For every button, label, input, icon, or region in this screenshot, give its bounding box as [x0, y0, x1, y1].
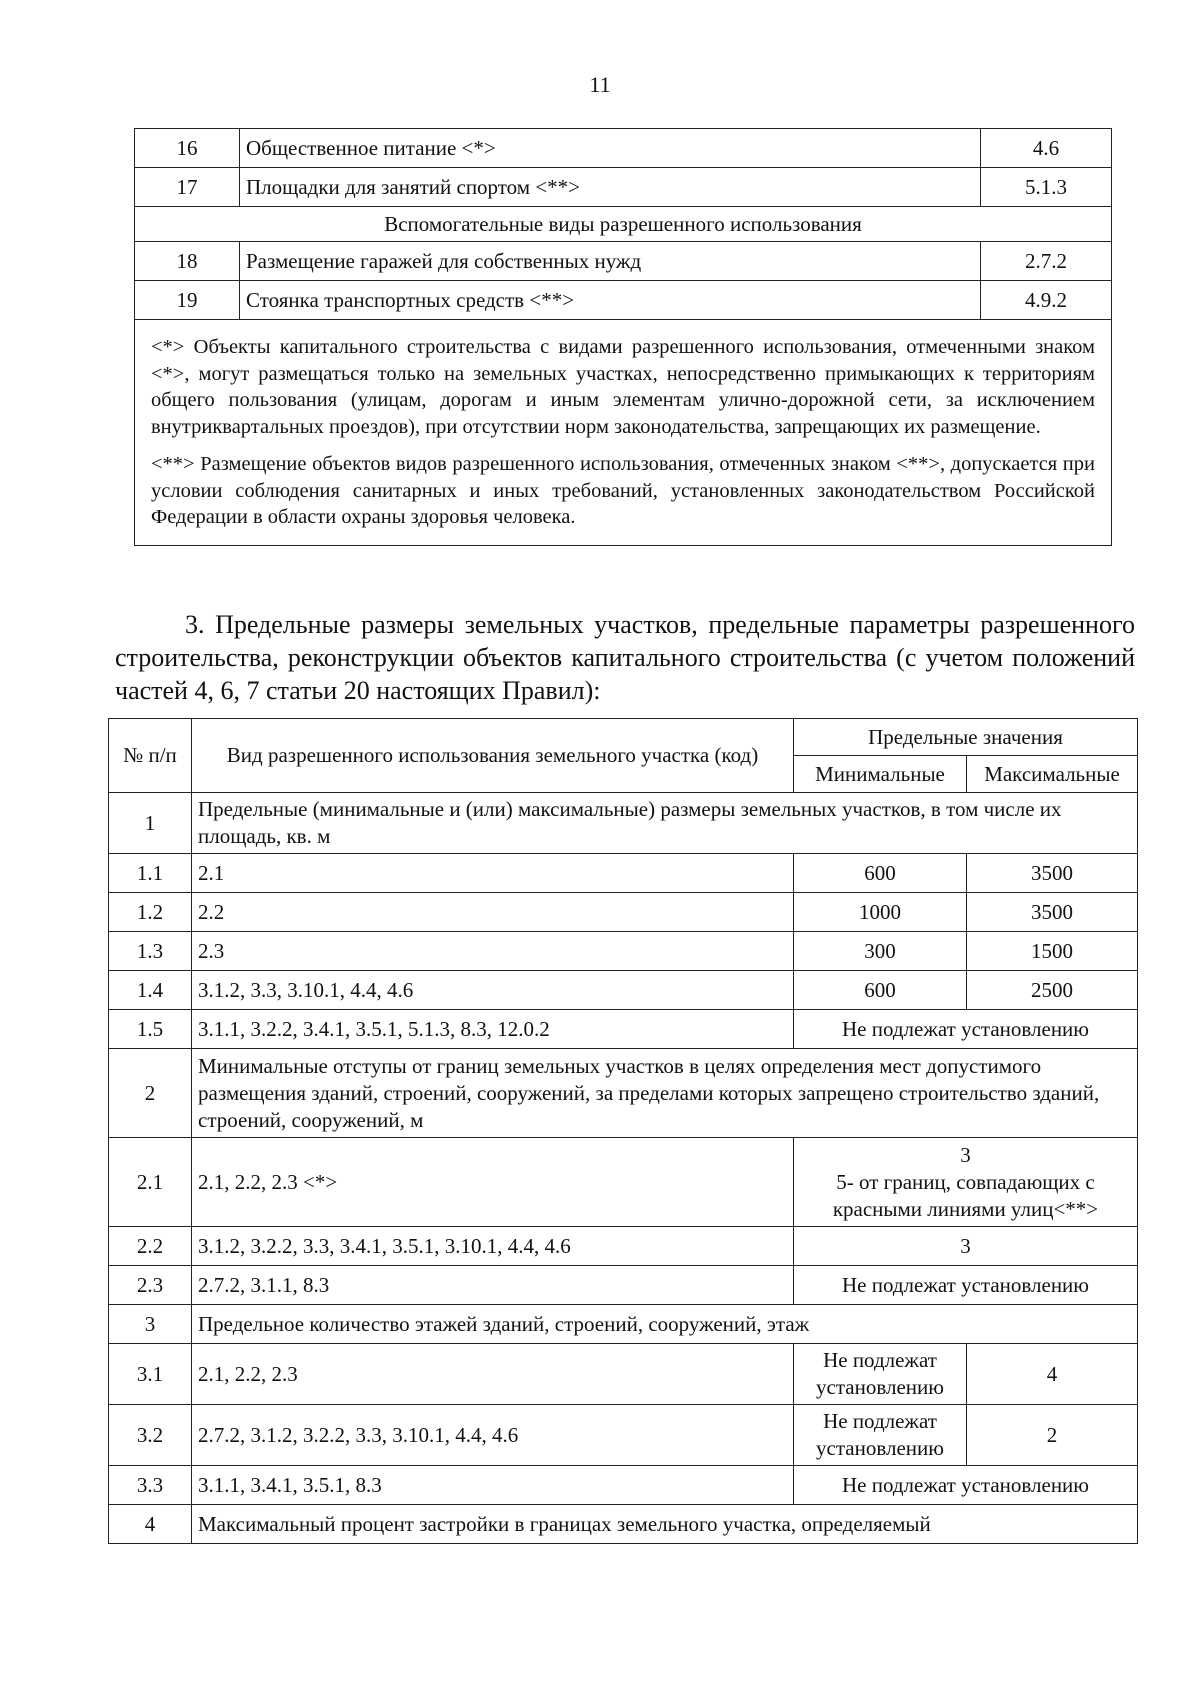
min-value: 1000: [794, 893, 967, 932]
use-code: 4.9.2: [981, 281, 1112, 320]
min-value: 600: [794, 971, 967, 1010]
row-number: 1.1: [109, 854, 192, 893]
use-codes: 3.1.2, 3.2.2, 3.3, 3.4.1, 3.5.1, 3.10.1, 4.4, 4.6: [192, 1227, 794, 1266]
max-value: 2500: [967, 971, 1138, 1010]
use-code: 5.1.3: [981, 168, 1112, 207]
use-codes: 2.3: [192, 932, 794, 971]
auxiliary-uses-subheader: Вспомогательные виды разрешенного использования: [135, 207, 1112, 242]
row-number: 2.2: [109, 1227, 192, 1266]
combined-value: Не подлежат установлению: [794, 1266, 1138, 1305]
max-value: 2: [967, 1405, 1138, 1466]
use-name: Размещение гаражей для собственных нужд: [240, 242, 981, 281]
limits-table: [108, 718, 1138, 1544]
table-row: [109, 1466, 1138, 1505]
value-line-1: 3: [960, 1142, 971, 1167]
row-number: 3.1: [109, 1344, 192, 1405]
use-codes: 2.7.2, 3.1.1, 8.3: [192, 1266, 794, 1305]
table-row: [135, 242, 1112, 281]
row-number: 3: [109, 1305, 192, 1344]
page-number: 11: [589, 72, 611, 97]
combined-value: Не подлежат установлению: [794, 1466, 1138, 1505]
use-name: Стоянка транспортных средств <**>: [240, 281, 981, 320]
header-row: [109, 719, 1138, 756]
row-number: 1.4: [109, 971, 192, 1010]
permitted-uses-table: [134, 128, 1112, 546]
table-row: [135, 281, 1112, 320]
combined-value: Не подлежат установлению: [794, 1010, 1138, 1049]
footnote-1: <*> Объекты капитального строительства с видами разрешенного использования, отмеченными знаком <*>, могут размещаться только на земельных участках, непосредственно примыкающих к территориям общего пользования (улицам, дорогам и иным элементам улично-дорожной сети, за исключением внутриквартальных проездов), при отсутствии норм законодательства, запрещающих их размещение.: [151, 336, 1095, 438]
table-row: [109, 1227, 1138, 1266]
min-value: 600: [794, 854, 967, 893]
header-max: Максимальные: [967, 756, 1138, 793]
header-min: Минимальные: [794, 756, 967, 793]
max-value: 3500: [967, 854, 1138, 893]
section-row: [109, 793, 1138, 854]
use-codes: 2.1, 2.2, 2.3: [192, 1344, 794, 1405]
row-number: 3.2: [109, 1405, 192, 1466]
header-number: № п/п: [109, 719, 192, 793]
table-row: [135, 168, 1112, 207]
use-name: Площадки для занятий спортом <**>: [240, 168, 981, 207]
section-title: Предельное количество этажей зданий, строений, сооружений, этаж: [192, 1305, 1138, 1344]
row-number: 16: [135, 129, 240, 168]
min-value: 300: [794, 932, 967, 971]
row-number: 1.3: [109, 932, 192, 971]
use-codes: 3.1.1, 3.2.2, 3.4.1, 3.5.1, 5.1.3, 8.3, 12.0.2: [192, 1010, 794, 1049]
combined-value: 3: [794, 1227, 1138, 1266]
section-title: Минимальные отступы от границ земельных участков в целях определения мест допустимого размещения зданий, строений, сооружений, за пределами которых запрещено строительство зданий, строений, сооружений, м: [192, 1049, 1138, 1138]
min-value: Не подлежат установлению: [794, 1405, 967, 1466]
max-value: 1500: [967, 932, 1138, 971]
table-row: [109, 1010, 1138, 1049]
table-row: [109, 932, 1138, 971]
row-number: 18: [135, 242, 240, 281]
max-value: 4: [967, 1344, 1138, 1405]
row-number: 2: [109, 1049, 192, 1138]
table-row: [109, 893, 1138, 932]
footnotes-cell: [135, 320, 1112, 546]
use-codes: 2.1, 2.2, 2.3 <*>: [192, 1138, 794, 1227]
use-codes: 3.1.1, 3.4.1, 3.5.1, 8.3: [192, 1466, 794, 1505]
use-codes: 2.2: [192, 893, 794, 932]
section-row: [109, 1049, 1138, 1138]
table-subheader-row: [135, 207, 1112, 242]
row-number: 1.5: [109, 1010, 192, 1049]
table-row: [109, 1405, 1138, 1466]
table-row: [109, 971, 1138, 1010]
table-row: [109, 854, 1138, 893]
table-row: [109, 1344, 1138, 1405]
header-limits: Предельные значения: [794, 719, 1138, 756]
use-code: 2.7.2: [981, 242, 1112, 281]
use-codes: 2.1: [192, 854, 794, 893]
use-code: 4.6: [981, 129, 1112, 168]
row-number: 2.1: [109, 1138, 192, 1227]
use-name: Общественное питание <*>: [240, 129, 981, 168]
footnote-2: <**> Размещение объектов видов разрешенного использования, отмеченных знаком <**>, допускается при условии соблюдения санитарных и иных требований, установленных законодательством Российской Федерации в области охраны здоровья человека.: [151, 453, 1095, 528]
table-row: [135, 129, 1112, 168]
table-row: [109, 1138, 1138, 1227]
use-codes: 3.1.2, 3.3, 3.10.1, 4.4, 4.6: [192, 971, 794, 1010]
combined-value: [794, 1138, 1138, 1227]
max-value: 3500: [967, 893, 1138, 932]
section-3-paragraph: 3. Предельные размеры земельных участков, предельные параметры разрешенного строительства, реконструкции объектов капитального строительства (с учетом положений частей 4, 6, 7 статьи 20 настоящих Правил):: [115, 610, 1135, 705]
min-value: Не подлежат установлению: [794, 1344, 967, 1405]
table-row: [109, 1266, 1138, 1305]
row-number: 1.2: [109, 893, 192, 932]
section-title: Предельные (минимальные и (или) максимальные) размеры земельных участков, в том числе их площадь, кв. м: [192, 793, 1138, 854]
row-number: 19: [135, 281, 240, 320]
row-number: 1: [109, 793, 192, 854]
row-number: 3.3: [109, 1466, 192, 1505]
section-title: Максимальный процент застройки в границах земельного участка, определяемый: [192, 1505, 1138, 1544]
use-codes: 2.7.2, 3.1.2, 3.2.2, 3.3, 3.10.1, 4.4, 4.6: [192, 1405, 794, 1466]
section-row: [109, 1305, 1138, 1344]
value-line-2: 5- от границ, совпадающих с красными линиями улиц<**>: [832, 1169, 1099, 1221]
row-number: 17: [135, 168, 240, 207]
section-row: [109, 1505, 1138, 1544]
header-kind: Вид разрешенного использования земельного участка (код): [192, 719, 794, 793]
row-number: 2.3: [109, 1266, 192, 1305]
row-number: 4: [109, 1505, 192, 1544]
notes-row: [135, 320, 1112, 546]
